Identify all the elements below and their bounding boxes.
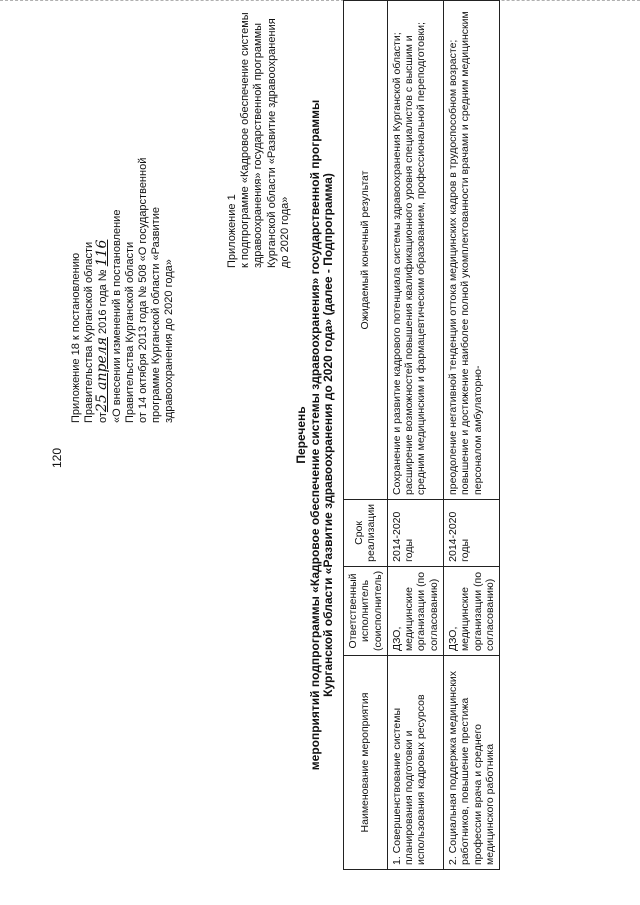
- date-year: 2016 года №: [97, 269, 110, 334]
- table-header-row: [344, 1, 388, 870]
- appendix-18-line: здравоохранения до 2020 года»: [163, 259, 176, 423]
- measures-table: [343, 0, 500, 870]
- cell-measure-name: 2. Социальная поддержка медицинских работников, повышение престижа профессии врача и среднего медицинского работника: [444, 656, 500, 870]
- appendix-18-block: [70, 23, 177, 423]
- document-title: [295, 5, 336, 865]
- cell-executor: ДЗО, медицинские организации (по согласованию): [444, 566, 500, 655]
- date-prefix: от: [97, 412, 110, 423]
- header-period: Срок реализации: [344, 499, 388, 566]
- appendix-18-line: «О внесении изменений в постановление: [110, 209, 123, 423]
- appendix-18-line: Приложение 18 к постановлению: [70, 252, 82, 423]
- cell-period: 2014-2020 годы: [444, 499, 500, 566]
- cell-expected-result: Сохранение и развитие кадрового потенциала системы здравоохранения Курганской области; расширение возможностей повышения квалификационного уровня специалистов с высшим и средним медицинским и фармацевтическим образованием, профессиональной переподготовки;: [387, 1, 443, 500]
- cell-expected-result: преодоление негативной тенденции оттока медицинских кадров в трудоспособном возрасте; повышение и достижение наиболее полной укомплектованности врачами и средним медицинским персоналом амбулаторно-: [444, 1, 500, 500]
- cell-executor: ДЗО, медицинские организации (по согласованию): [387, 566, 443, 655]
- appendix-18-line: Правительства Курганской области: [83, 241, 96, 423]
- cell-measure-name: 1. Совершенствование системы планирования подготовки и использования кадровых ресурсов: [387, 656, 443, 870]
- header-expected-result: Ожидаемый конечный результат: [344, 1, 388, 500]
- table-row: [387, 1, 443, 870]
- appendix-1-line: здравоохранения» государственной программы: [252, 22, 265, 268]
- appendix-1-line: к подпрограмме «Кадровое обеспечение системы: [239, 12, 252, 268]
- title-heading: Перечень: [294, 406, 308, 464]
- appendix-18-date-line: [96, 23, 110, 423]
- appendix-18-line: от 14 октября 2013 года № 508 «О государственной: [137, 157, 150, 423]
- appendix-1-block: [226, 12, 292, 268]
- appendix-1-line: до 2020 года»: [278, 196, 291, 268]
- title-line: мероприятий подпрограммы «Кадровое обеспечение системы здравоохранения» государственной программы: [307, 99, 322, 771]
- table-row: [444, 1, 500, 870]
- appendix-1-line: Курганской области «Развитие здравоохранения: [265, 18, 278, 268]
- header-measure-name: Наименование мероприятия: [344, 656, 388, 870]
- header-executor: Ответственный исполнитель (соисполнитель): [344, 566, 388, 655]
- handwritten-doc-number: 116: [94, 239, 111, 267]
- appendix-1-line: Приложение 1: [226, 194, 238, 268]
- title-line: Курганской области «Развитие здравоохранения до 2020 года» (далее - Подпрограмма): [321, 173, 335, 697]
- appendix-18-line: программе Курганской области «Развитие: [150, 207, 163, 423]
- page-number: 120: [50, 447, 64, 468]
- handwritten-date: 25 апреля: [94, 337, 111, 413]
- cell-period: 2014-2020 годы: [387, 499, 443, 566]
- appendix-18-line: Правительства Курганской области: [123, 241, 136, 423]
